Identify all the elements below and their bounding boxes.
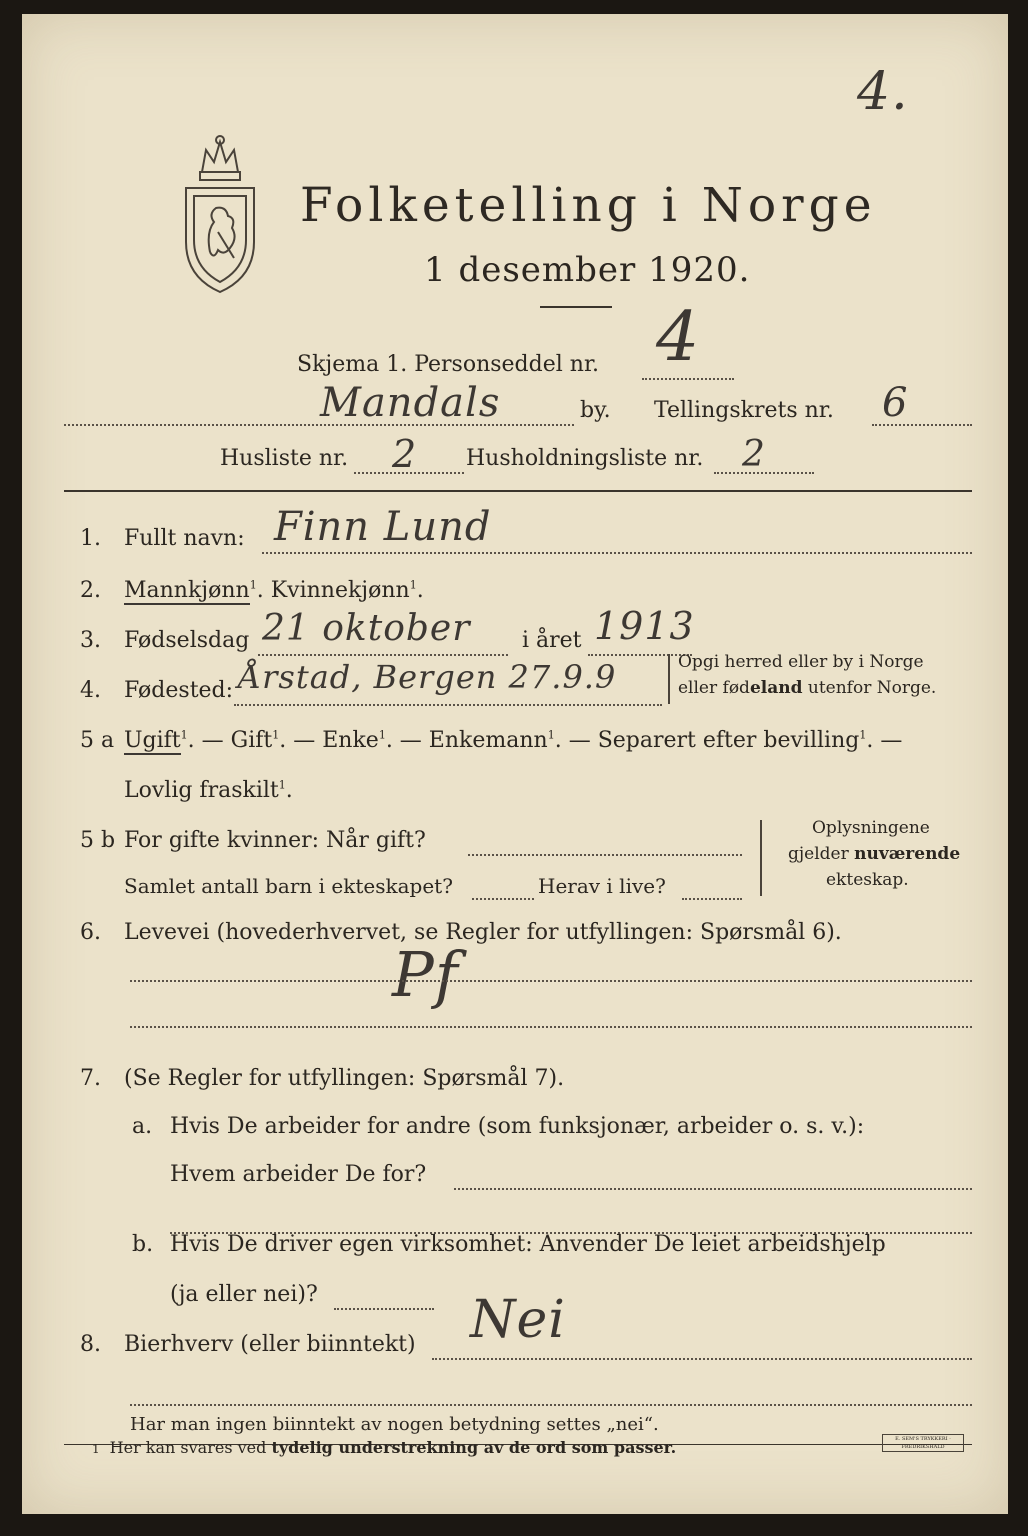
census-date: 1 desember 1920.: [424, 250, 751, 290]
q2-number: 2.: [80, 578, 101, 603]
q7a-number: a.: [132, 1114, 153, 1139]
q1-number: 1.: [80, 526, 101, 551]
q5a-option-ugift[interactable]: Ugift: [124, 728, 181, 753]
q8-field-line2: [130, 1404, 972, 1406]
printer-stamp: E. SEM'S TRYKKERI · FREDRIKSHALD: [882, 1434, 964, 1452]
q2-male-option[interactable]: Mannkjønn: [124, 578, 250, 603]
q8-label: Bierhverv (eller biinntekt): [124, 1332, 416, 1357]
biinntekt-note: Har man ingen biinntekt av nogen betydning settes „nei“.: [130, 1414, 659, 1435]
q7b-question: (ja eller nei)?: [170, 1282, 318, 1307]
q5b-note-line2: gjelder nuværende: [788, 844, 961, 864]
q4-value[interactable]: Årstad, Bergen 27.9.9: [238, 658, 617, 696]
q1-label: Fullt navn:: [124, 526, 245, 551]
husholdningsliste-label: Husholdningsliste nr.: [466, 446, 704, 471]
q5a-option-separert[interactable]: Separert efter bevilling: [597, 728, 860, 753]
city-value[interactable]: Mandals: [320, 380, 501, 426]
q2-female-option[interactable]: Kvinnekjønn: [270, 578, 410, 603]
q5b-note-line1: Oplysningene: [812, 818, 930, 838]
coat-of-arms-icon: [172, 132, 268, 297]
q6-field-line1: [130, 980, 972, 982]
q5b-alive-field-line: [682, 898, 742, 900]
q5b-number: 5 b: [80, 828, 116, 853]
header-divider: [64, 490, 972, 492]
q5b-note-line3: ekteskap.: [826, 870, 909, 890]
q5b-children-field-line: [472, 898, 534, 900]
q6-number: 6.: [80, 920, 101, 945]
q3-number: 3.: [80, 628, 101, 653]
q7-label: (Se Regler for utfyllingen: Spørsmål 7).: [124, 1066, 565, 1091]
q5b-label2: Samlet antall barn i ekteskapet?: [124, 874, 453, 898]
q5a-number: 5 a: [80, 728, 115, 753]
q5a-line2: Lovlig fraskilt$^1$.: [124, 778, 293, 803]
tellingskrets-label: Tellingskrets nr.: [654, 398, 834, 423]
q3-year-label: i året: [522, 628, 582, 653]
q4-note-line2: eller fødeland utenfor Norge.: [678, 678, 937, 698]
form-title: Folketelling i Norge: [300, 178, 877, 233]
title-underline: [540, 306, 612, 308]
census-form: [22, 14, 1008, 1514]
q6-value[interactable]: Pf: [392, 938, 459, 1011]
q4-note-brace: [668, 654, 670, 704]
q5b-married-field-line: [468, 854, 742, 856]
q3-year-value[interactable]: 1913: [594, 604, 695, 648]
q5b-note-brace: [760, 820, 762, 896]
q1-field-line: [262, 552, 972, 554]
q4-label: Fødested:: [124, 678, 234, 703]
q2-options: Mannkjønn$^1$. Kvinnekjønn$^1$.: [124, 578, 424, 603]
q5a-option-gift[interactable]: Gift: [230, 728, 273, 753]
husliste-value[interactable]: 2: [392, 432, 418, 476]
q5a-option-enke[interactable]: Enke: [322, 728, 379, 753]
q4-note-line1: Opgi herred eller by i Norge: [678, 652, 924, 672]
schema-label: Skjema 1. Personseddel nr.: [297, 352, 600, 377]
husholdningsliste-value[interactable]: 2: [742, 434, 766, 475]
q3-value[interactable]: 21 oktober: [262, 608, 471, 649]
city-by-label: by.: [580, 398, 611, 423]
q5a-option-enkemann[interactable]: Enkemann: [428, 728, 548, 753]
q7b-label: Hvis De driver egen virksomhet: Anvender De leiet arbeidshjelp: [170, 1232, 886, 1257]
footnote: 1 Her kan svares ved tydelig understrekning av de ord som passer.: [92, 1438, 677, 1457]
q8-value[interactable]: Nei: [470, 1290, 566, 1350]
q6-label: Levevei (hovederhvervet, se Regler for utfyllingen: Spørsmål 6).: [124, 920, 842, 945]
q3-year-field-line: [588, 654, 692, 656]
q7a-label: Hvis De arbeider for andre (som funksjonær, arbeider o. s. v.):: [170, 1114, 865, 1139]
q6-field-line2: [130, 1026, 972, 1028]
personseddel-value[interactable]: 4: [656, 298, 701, 377]
q4-field-line: [234, 704, 662, 706]
q7-number: 7.: [80, 1066, 101, 1091]
q1-value[interactable]: Finn Lund: [274, 504, 492, 550]
q4-number: 4.: [80, 678, 101, 703]
q8-field-line1: [432, 1358, 972, 1360]
q3-label: Fødselsdag: [124, 628, 250, 653]
q7a-question: Hvem arbeider De for?: [170, 1162, 427, 1187]
q5a-options: Ugift$^1$. — Gift$^1$. — Enke$^1$. — Enkemann$^1$. — Separert efter bevilling$^1$. —: [124, 728, 903, 753]
q7a-field-line1: [454, 1188, 972, 1190]
q8-number: 8.: [80, 1332, 101, 1357]
q7b-number: b.: [132, 1232, 154, 1257]
q3-field-line: [258, 654, 508, 656]
q5b-label1: For gifte kvinner: Når gift?: [124, 828, 426, 853]
personseddel-field-line: [642, 378, 734, 380]
q5b-label3: Herav i live?: [538, 874, 666, 898]
husliste-label: Husliste nr.: [220, 446, 349, 471]
q7b-field-line: [334, 1308, 434, 1310]
q5a-option-fraskilt[interactable]: Lovlig fraskilt: [124, 778, 279, 803]
tellingskrets-value[interactable]: 6: [882, 380, 909, 426]
corner-number: 4.: [857, 62, 909, 122]
